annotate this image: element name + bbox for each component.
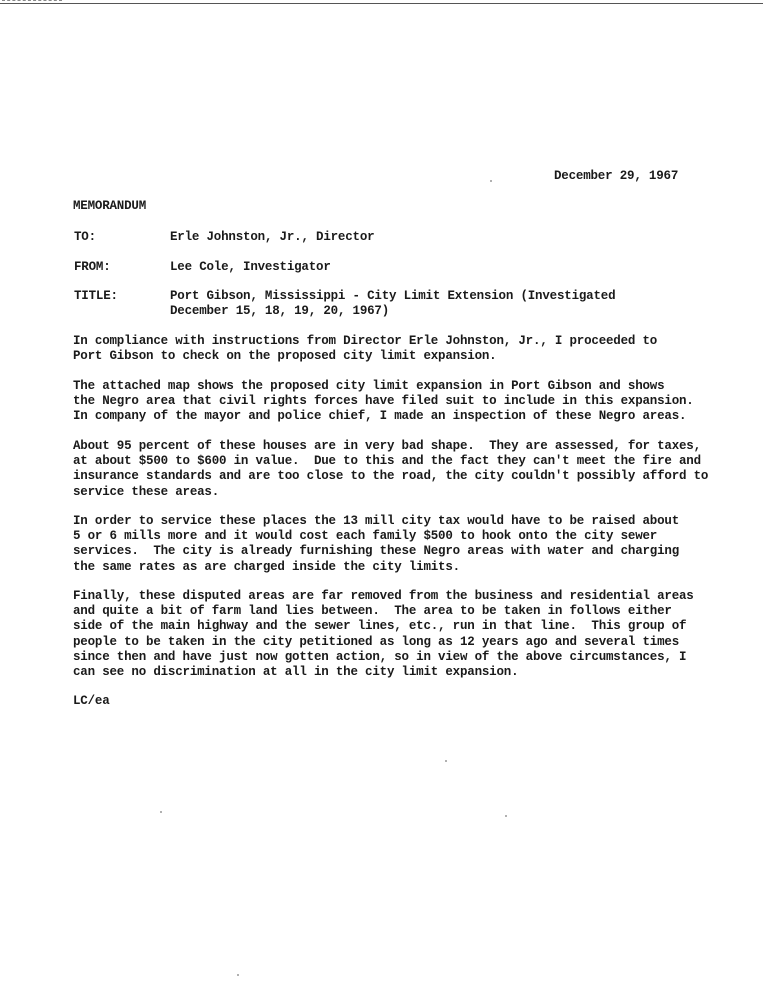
from-label: FROM:: [74, 260, 111, 274]
speck: [490, 180, 492, 182]
speck: [237, 974, 239, 976]
speck: [445, 760, 447, 762]
from-value: Lee Cole, Investigator: [170, 260, 331, 274]
title-label: TITLE:: [74, 289, 118, 303]
memo-heading: MEMORANDUM: [73, 199, 147, 213]
top-edge-dash: [2, 0, 62, 1]
title-value-line2: December 15, 18, 19, 20, 1967): [170, 304, 390, 318]
to-label: TO:: [74, 230, 96, 244]
speck: [160, 811, 162, 813]
body-paragraph: Finally, these disputed areas are far removed from the business and residential areas and quite a bit of farm land lies between. The area to be taken in follows either side of the main highway and the sewer lines, etc., run in that line. This group of people to be taken in the city petitioned as long as 12 years ago and several times since then and have just now gotten action, so in view of the above circumstances, I can see no discrimination at all in the city limit expansion.: [73, 589, 694, 680]
body-paragraph: In compliance with instructions from Director Erle Johnston, Jr., I proceeded to Port Gibson to check on the proposed city limit expansion.: [73, 334, 658, 364]
title-value-line1: Port Gibson, Mississippi - City Limit Extension (Investigated: [170, 289, 616, 303]
body-paragraph: In order to service these places the 13 mill city tax would have to be raised about 5 or 6 mills more and it would cost each family $500 to hook onto the city sewer services. The city is already furnishing these Negro areas with water and charging the same rates as are charged inside the city limits.: [73, 514, 680, 574]
typist-initials: LC/ea: [73, 694, 110, 708]
top-edge-rule: [0, 3, 763, 4]
body-paragraph: About 95 percent of these houses are in very bad shape. They are assessed, for taxes, at about $500 to $600 in value. Due to this and the fact they can't meet the fire and insurance standards and are too close to the road, the city couldn't possibly afford to service these areas.: [73, 439, 709, 499]
speck: [505, 815, 507, 817]
to-value: Erle Johnston, Jr., Director: [170, 230, 375, 244]
memo-date: December 29, 1967: [554, 169, 679, 183]
body-paragraph: The attached map shows the proposed city limit expansion in Port Gibson and shows the Negro area that civil rights forces have filed suit to include in this expansion. In company of the mayor and police chief, I made an inspection of these Negro areas.: [73, 379, 694, 424]
